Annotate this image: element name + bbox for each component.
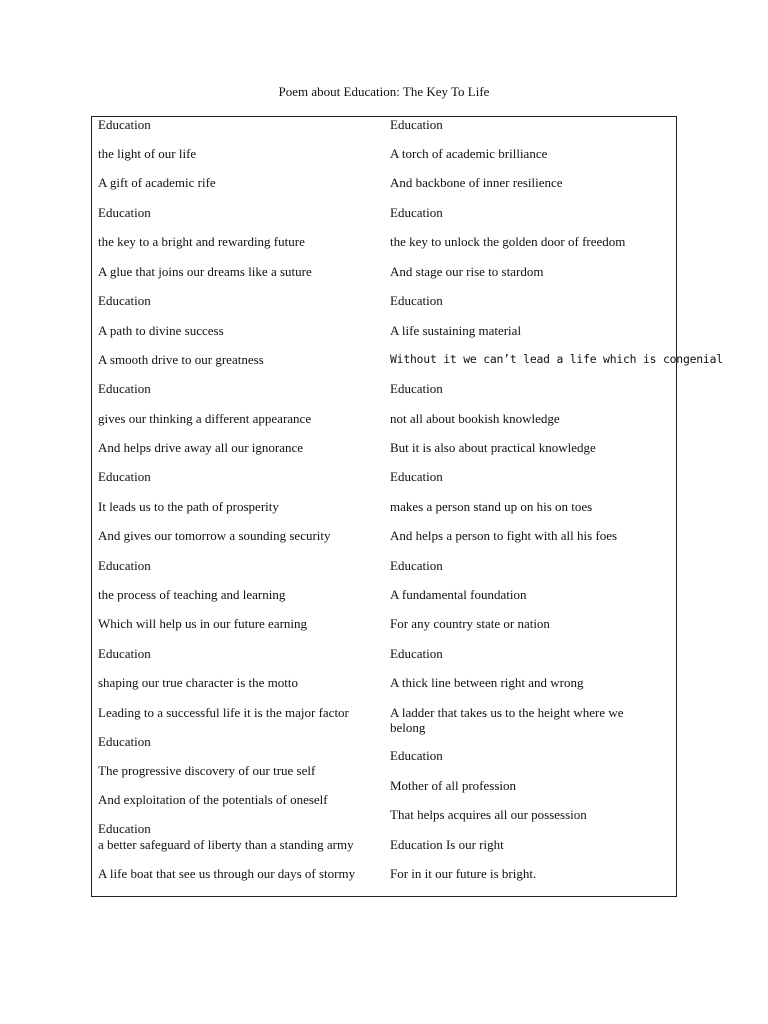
right-line: Education <box>390 293 443 308</box>
left-line: Which will help us in our future earning <box>98 616 308 631</box>
left-line: shaping our true character is the motto <box>98 675 298 690</box>
right-line: And helps a person to fight with all his foes <box>390 528 618 543</box>
left-line: A path to divine success <box>98 323 224 338</box>
right-line: makes a person stand up on his on toes <box>390 499 593 514</box>
right-line: A torch of academic brilliance <box>390 146 548 161</box>
left-line: And helps drive away all our ignorance <box>98 440 304 455</box>
left-line: The progressive discovery of our true self <box>98 763 316 778</box>
left-line: Education <box>98 558 151 573</box>
left-line: the light of our life <box>98 146 197 161</box>
right-line: Education <box>390 469 443 484</box>
right-line: A thick line between right and wrong <box>390 675 584 690</box>
left-line: gives our thinking a different appearance <box>98 411 312 426</box>
right-line: And stage our rise to stardom <box>390 264 544 279</box>
left-line: Leading to a successful life it is the major factor <box>98 705 349 720</box>
left-line: Education <box>98 205 151 220</box>
left-line: Education <box>98 381 151 396</box>
right-line: Education <box>390 117 443 132</box>
left-line: A gift of academic rife <box>98 175 216 190</box>
left-line: a better safeguard of liberty than a standing army <box>98 837 354 852</box>
left-line: Education <box>98 734 151 749</box>
right-line: not all about bookish knowledge <box>390 411 560 426</box>
left-line: It leads us to the path of prosperity <box>98 499 279 514</box>
poem-title: Poem about Education: The Key To Life <box>278 84 490 99</box>
right-line: Education <box>390 646 443 661</box>
right-line: For in it our future is bright. <box>390 866 537 881</box>
right-line: A life sustaining material <box>390 323 522 338</box>
left-line: A glue that joins our dreams like a suture <box>98 264 312 279</box>
right-line: And backbone of inner resilience <box>390 175 563 190</box>
right-line: Education <box>390 558 443 573</box>
right-line: Education <box>390 205 443 220</box>
right-line: Education <box>390 748 443 763</box>
left-line: the process of teaching and learning <box>98 587 286 602</box>
right-line: Mother of all profession <box>390 778 517 793</box>
right-line: Without it we can’t lead a life which is congenial <box>390 352 723 366</box>
right-line: A fundamental foundation <box>390 587 527 602</box>
right-line: Education Is our right <box>390 837 504 852</box>
right-line: For any country state or nation <box>390 616 550 631</box>
left-line: Education <box>98 293 151 308</box>
left-line: Education <box>98 469 151 484</box>
left-line: And gives our tomorrow a sounding security <box>98 528 331 543</box>
left-line: Education <box>98 117 151 132</box>
left-line: A life boat that see us through our days of stormy <box>98 866 356 881</box>
right-line: Education <box>390 381 443 396</box>
right-line: But it is also about practical knowledge <box>390 440 596 455</box>
left-line: Education <box>98 646 151 661</box>
left-line: And exploitation of the potentials of oneself <box>98 792 328 807</box>
left-line: A smooth drive to our greatness <box>98 352 264 367</box>
right-line: A ladder that takes us to the height where we belong <box>390 705 624 735</box>
right-line: That helps acquires all our possession <box>390 807 587 822</box>
left-line: Education <box>98 821 151 836</box>
left-line: the key to a bright and rewarding future <box>98 234 305 249</box>
right-line: the key to unlock the golden door of freedom <box>390 234 626 249</box>
